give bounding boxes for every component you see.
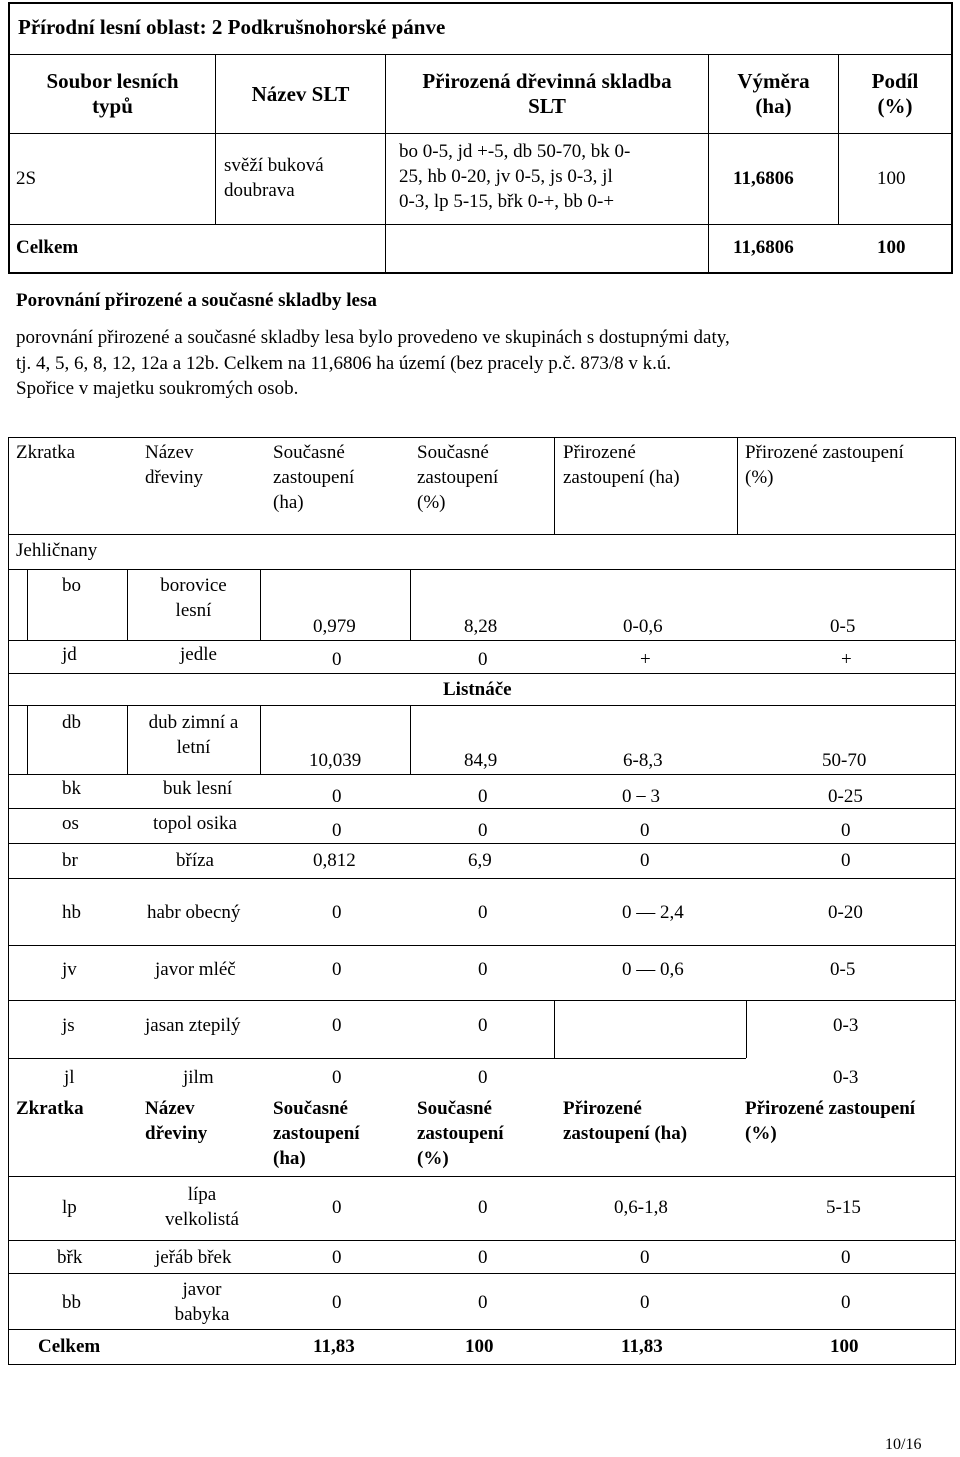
header-zkratka: Zkratka: [16, 442, 76, 463]
header-nazev: Název dřeviny: [145, 442, 204, 488]
cell-ppct: 0-20: [828, 902, 863, 923]
row-soubor: 2S: [16, 168, 37, 189]
cell-sha: 0: [332, 1015, 342, 1036]
cell-name: jeřáb břek: [155, 1247, 232, 1268]
species-total-pha: 11,83: [621, 1336, 663, 1357]
cell-pha: +: [640, 649, 651, 670]
species-total-ppct: 100: [830, 1336, 859, 1357]
species-total-spct: 100: [465, 1336, 494, 1357]
cell-spct: 0: [478, 786, 488, 807]
header-prirozene-ha-repeat: Přirozené zastoupení (ha): [563, 1098, 688, 1144]
cell-name: bříza: [176, 850, 214, 871]
cell-code: js: [62, 1015, 75, 1036]
cell-ppct: 0: [841, 850, 851, 871]
comparison-heading: Porovnání přirozené a současné skladby lesa: [16, 290, 377, 311]
cell-name: topol osika: [153, 813, 237, 834]
cell-spct: 0: [478, 1247, 488, 1268]
cell-pha: 0: [640, 820, 650, 841]
cell-pha: 0,6-1,8: [614, 1197, 668, 1218]
cell-code: hb: [62, 902, 81, 923]
cell-pha: 0: [640, 1247, 650, 1268]
cell-spct: 0: [478, 1067, 488, 1088]
cell-sha: 0: [332, 820, 342, 841]
header-vymera: Výměra (ha): [737, 69, 810, 118]
header-nazev-repeat: Název dřeviny: [145, 1098, 208, 1144]
cell-ppct: 0: [841, 1247, 851, 1268]
cell-spct: 0: [478, 1197, 488, 1218]
header-nazev-slt: Název SLT: [251, 82, 350, 106]
cell-ppct: 0-5: [830, 616, 856, 637]
header-soubor: Soubor lesních typů: [46, 69, 179, 118]
cell-ppct: 0: [841, 820, 851, 841]
cell-code: bb: [62, 1292, 81, 1313]
comparison-text: porovnání přirozené a současné skladby lesa bylo provedeno ve skupinách s dostupnými daty, tj. 4, 5, 6, 8, 12, 12a a 12b. Celkem na 11,6806 ha území (bez pracely p.č. 873/8 v k.ú. Spořice v majetku soukromých osob.: [16, 327, 730, 399]
total-podil: 100: [877, 237, 906, 258]
total-vymera: 11,6806: [733, 237, 794, 258]
cell-code: lp: [62, 1197, 77, 1218]
cell-ppct: 0-25: [828, 786, 863, 807]
cell-pha: 0: [640, 1292, 650, 1313]
cell-name: jilm: [183, 1067, 214, 1088]
cell-spct: 0: [478, 649, 488, 670]
cell-spct: 84,9: [464, 750, 498, 771]
cell-pha: 0 — 0,6: [622, 959, 684, 980]
cell-pha: 0 — 2,4: [622, 902, 684, 923]
cell-name: javor babyka: [174, 1279, 230, 1325]
row-vymera: 11,6806: [733, 168, 794, 189]
cell-name: jedle: [180, 644, 217, 665]
cell-sha: 0: [332, 959, 342, 980]
cell-code: bo: [62, 575, 81, 596]
cell-sha: 0: [332, 1292, 342, 1313]
cell-pha: 0 3: [622, 786, 660, 807]
header-prirozene-ha: Přirozené zastoupení (ha): [563, 442, 680, 488]
header-podil: Podíl (%): [871, 69, 919, 118]
cell-code: os: [62, 813, 79, 834]
header-zkratka-repeat: Zkratka: [16, 1098, 84, 1119]
page-number: 10/16: [885, 1436, 922, 1453]
header-soucasne-ha-repeat: Současné zastoupení (ha): [273, 1098, 360, 1169]
total-label: Celkem: [16, 237, 79, 258]
cell-sha: 0: [332, 1197, 342, 1218]
cell-sha: 0: [332, 1247, 342, 1268]
species-total-sha: 11,83: [313, 1336, 355, 1357]
cell-spct: 8,28: [464, 616, 498, 637]
cell-sha: 0: [332, 786, 342, 807]
header-skladba: Přirozená dřevinná skladba SLT: [422, 69, 672, 118]
cell-code: jd: [62, 644, 77, 665]
cell-spct: 6,9: [468, 850, 492, 871]
group-conifers: Jehličnany: [16, 540, 98, 561]
row-skladba: bo 0-5, jd +-5, db 50-70, bk 0- 25, hb 0-20, jv 0-5, js 0-3, jl 0-3, lp 5-15, břk 0-+, bb 0-+: [399, 141, 631, 212]
group-broadleaf: Listnáče: [443, 679, 512, 700]
header-soucasne-pct: Současné zastoupení (%): [417, 442, 499, 513]
cell-name: lípa velkolistá: [165, 1184, 239, 1230]
row-podil: 100: [877, 168, 906, 189]
cell-ppct: 0: [841, 1292, 851, 1313]
cell-code: db: [62, 712, 81, 733]
cell-pha: 0: [640, 850, 650, 871]
cell-code: bk: [62, 778, 81, 799]
cell-pha: 0-0,6: [623, 616, 663, 637]
cell-sha: 0,812: [313, 850, 356, 871]
cell-name: javor mléč: [155, 959, 236, 980]
header-prirozene-pct-repeat: Přirozené zastoupení (%): [745, 1098, 916, 1144]
header-soucasne-pct-repeat: Současné zastoupení (%): [417, 1098, 504, 1169]
cell-sha: 0: [332, 1067, 342, 1088]
cell-name: jasan ztepilý: [145, 1015, 241, 1036]
cell-sha: 0,979: [313, 616, 356, 637]
cell-sha: 0: [332, 902, 342, 923]
cell-code: br: [62, 850, 78, 871]
cell-ppct: 5-15: [826, 1197, 861, 1218]
cell-spct: 0: [478, 1015, 488, 1036]
cell-sha: 0: [332, 649, 342, 670]
page-title: Přírodní lesní oblast: 2 Podkrušnohorské pánve: [18, 15, 446, 39]
cell-name: habr obecný: [147, 902, 241, 923]
header-soucasne-ha: Současné zastoupení (ha): [273, 442, 355, 513]
cell-spct: 0: [478, 1292, 488, 1313]
cell-spct: 0: [478, 820, 488, 841]
row-nazev: svěží buková doubrava: [224, 155, 324, 201]
cell-name: borovice lesní: [160, 575, 227, 621]
cell-name: dub zimní a letní: [148, 712, 239, 758]
cell-ppct: 50-70: [822, 750, 867, 771]
cell-code: břk: [57, 1247, 83, 1268]
cell-name: buk lesní: [163, 778, 233, 799]
cell-sha: 10,039: [309, 750, 362, 771]
cell-spct: 0: [478, 959, 488, 980]
cell-pha: 6-8,3: [623, 750, 663, 771]
cell-ppct: 0-5: [830, 959, 856, 980]
species-total-label: Celkem: [38, 1336, 101, 1357]
cell-ppct: 0-3: [833, 1067, 859, 1088]
cell-code: jv: [62, 959, 77, 980]
cell-spct: 0: [478, 902, 488, 923]
header-prirozene-pct: Přirozené zastoupení (%): [745, 442, 904, 488]
cell-ppct: +: [841, 649, 852, 670]
cell-code: jl: [64, 1067, 75, 1088]
cell-ppct: 0-3: [833, 1015, 859, 1036]
